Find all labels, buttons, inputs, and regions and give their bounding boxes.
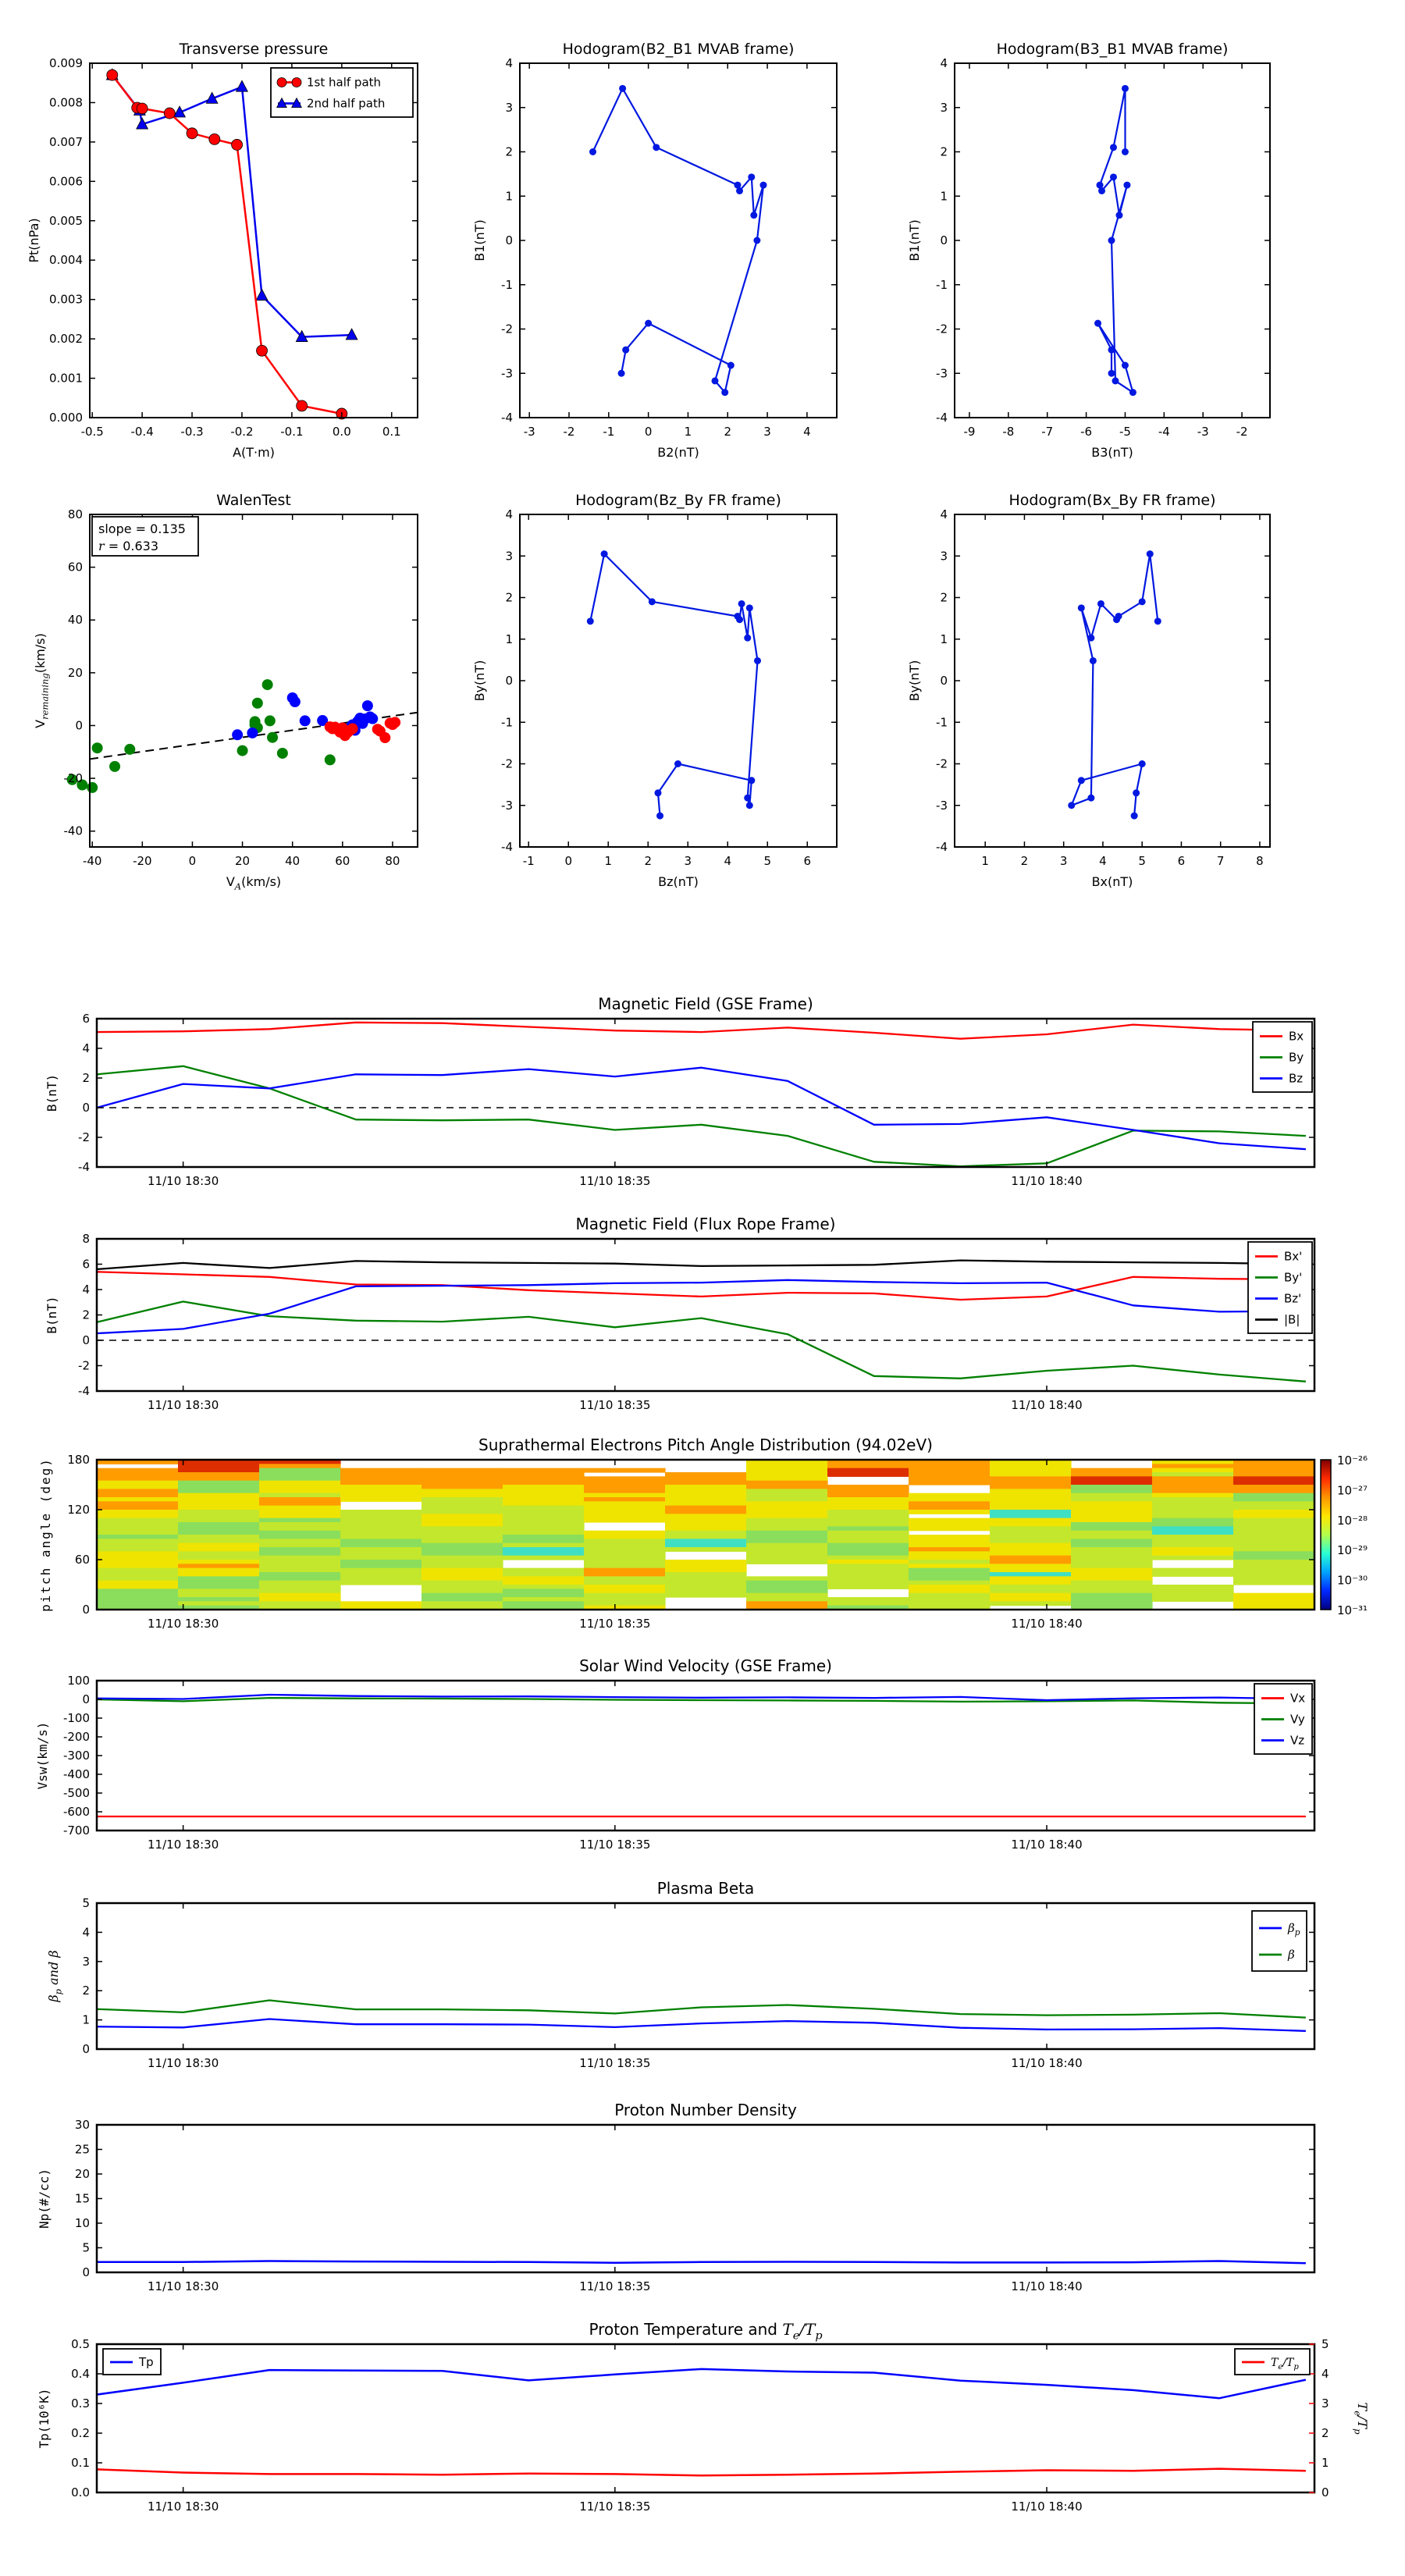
hodogram-b3-b1-panel	[907, 41, 1270, 460]
transverse-pressure-ylabel: Pt(nPa)	[27, 218, 41, 263]
legend-entry-label: Tp	[139, 2355, 154, 2369]
right-tick-label: 4	[1321, 2367, 1329, 2381]
transverse-pressure-xlabel: A(T·m)	[233, 445, 275, 460]
x-tick-label: 3	[684, 854, 692, 868]
hodogram-b2-b1-markers-path	[589, 85, 767, 396]
right-tick-label: 0	[1321, 2485, 1329, 2500]
walen-test-panel	[33, 492, 418, 892]
y-tick-label: -3	[936, 798, 948, 813]
x-tick-label: 6	[803, 854, 812, 868]
hodogram-b2-b1-plot	[472, 41, 837, 460]
x-tick-label: 11/10 18:40	[1011, 2056, 1083, 2070]
y-tick-label: -3	[501, 366, 513, 381]
x-tick-label: -40	[82, 854, 102, 868]
x-tick-label: -9	[963, 425, 976, 439]
x-tick-label: 60	[335, 854, 350, 868]
y-tick-label: 3	[940, 549, 948, 564]
legend-entry-label: By	[1289, 1050, 1304, 1065]
b-fr-series-By'	[97, 1301, 1306, 1381]
y-tick-label: 0.006	[49, 174, 83, 189]
b-gse-title: Magnetic Field (GSE Frame)	[598, 994, 813, 1013]
x-tick-label: -3	[523, 425, 535, 439]
axes-frame	[955, 514, 1270, 847]
x-tick-label: -2	[1236, 425, 1248, 439]
y-tick-label: 4	[82, 1283, 90, 1297]
pad-heatmap-cells	[97, 1460, 1315, 1610]
y-tick-label: 0.4	[71, 2367, 90, 2381]
y-tick-label: 4	[82, 1041, 90, 1055]
y-tick-label: -600	[62, 1805, 90, 1819]
legend-entry-label: Vz	[1290, 1733, 1305, 1748]
hodogram-bx-by-title: Hodogram(Bx_By FR frame)	[1008, 492, 1216, 509]
x-tick-label: 11/10 18:40	[1011, 1838, 1083, 1852]
pad-ylabel: pitch angle (deg)	[38, 1457, 53, 1612]
y-tick-label: 0.002	[49, 332, 83, 347]
colorbar-label: 10⁻³⁰	[1337, 1573, 1368, 1588]
x-tick-label: -2	[563, 425, 575, 439]
x-tick-label: -5	[1119, 425, 1131, 439]
hodogram-bz-by-plot	[472, 492, 837, 889]
x-tick-label: 11/10 18:30	[148, 1398, 219, 1412]
y-tick-label: 0.5	[71, 2337, 90, 2351]
y-tick-label: 3	[505, 549, 513, 564]
y-tick-label: 25	[74, 2142, 90, 2157]
x-tick-label: 11/10 18:35	[579, 1398, 651, 1412]
y-tick-label: 0	[82, 2265, 90, 2279]
x-tick-label: 11/10 18:30	[148, 2056, 219, 2070]
x-tick-label: 11/10 18:35	[579, 2279, 651, 2293]
y-tick-label: 0.008	[49, 95, 83, 110]
vsw-ylabel: Vsw(km/s)	[35, 1721, 50, 1790]
x-tick-label: -4	[1158, 425, 1170, 439]
y-tick-label: 0.009	[49, 56, 83, 70]
y-tick-label: 3	[505, 100, 513, 115]
x-tick-label: 3	[1059, 854, 1068, 868]
right-axis-label: $T_e/T_p$	[1352, 2402, 1370, 2435]
y-tick-label: -1	[501, 277, 513, 292]
plasma-beta-series-beta	[97, 2001, 1306, 2018]
transverse-pressure-plot	[27, 41, 418, 460]
hodogram-b2-b1-panel	[472, 41, 837, 460]
y-tick-label: 20	[74, 2167, 90, 2181]
tp-tetp-ylabel: Tp(10⁶K)	[37, 2388, 52, 2449]
y-tick-label: 5	[82, 1896, 90, 1910]
y-tick-label: 0.001	[49, 371, 83, 386]
y-tick-label: 0	[940, 674, 948, 688]
hodogram-b2-b1-title: Hodogram(B2_B1 MVAB frame)	[562, 41, 795, 58]
walen-test-ylabel: $V_{remaining}(km/s)$	[33, 633, 51, 728]
y-tick-label: 0	[82, 1692, 90, 1706]
x-tick-label: 11/10 18:40	[1011, 1174, 1083, 1188]
tp-tetp-plot	[37, 2320, 1370, 2514]
y-tick-label: 4	[82, 1925, 90, 1940]
y-tick-label: -4	[936, 411, 948, 425]
pad-plot	[38, 1436, 1368, 1631]
x-tick-label: -0.3	[180, 425, 204, 439]
y-tick-label: 5	[82, 2240, 90, 2255]
b-gse-series-Bx	[97, 1023, 1306, 1039]
x-tick-label: 11/10 18:40	[1011, 1617, 1083, 1631]
x-tick-label: 11/10 18:40	[1011, 2500, 1083, 2514]
b-fr-series-|B|	[97, 1261, 1306, 1269]
hodogram-bz-by-panel	[472, 492, 837, 889]
hodogram-bx-by-markers-path	[1068, 550, 1161, 819]
b-fr-title: Magnetic Field (Flux Rope Frame)	[575, 1215, 836, 1233]
x-tick-label: 2	[724, 425, 732, 439]
x-tick-label: 1	[981, 854, 989, 868]
y-tick-label: 60	[67, 560, 83, 575]
x-tick-label: -7	[1041, 425, 1054, 439]
y-tick-label: 0.2	[71, 2426, 90, 2440]
b-gse-series-Bz	[97, 1068, 1306, 1150]
np-title: Proton Number Density	[614, 2101, 797, 2119]
hodogram-b3-b1-ylabel: B1(nT)	[907, 219, 922, 262]
axes-frame	[520, 514, 837, 847]
x-tick-label: 3	[763, 425, 771, 439]
legend-entry-label: |B|	[1284, 1312, 1300, 1327]
plasma-beta-ylabel: $\beta_p$ and β	[46, 1950, 64, 2002]
tp-tetp-series-Tp	[97, 2369, 1306, 2398]
y-tick-label: 2	[505, 590, 513, 605]
x-tick-label: 11/10 18:30	[148, 1174, 219, 1188]
x-tick-label: 1	[684, 425, 692, 439]
y-tick-label: 1	[82, 2012, 90, 2027]
legend-entry-label: Vx	[1290, 1691, 1306, 1706]
y-tick-label: 2	[940, 144, 948, 159]
y-tick-label: -500	[62, 1786, 90, 1800]
b-gse-series-By	[97, 1066, 1306, 1166]
b-fr-panel	[44, 1215, 1314, 1412]
hodogram-b2-b1-series-path	[593, 88, 764, 392]
legend-entry-label: Bx	[1289, 1029, 1304, 1044]
vsw-panel	[35, 1656, 1314, 1852]
y-tick-label: 15	[74, 2191, 90, 2206]
x-tick-label: 8	[1256, 854, 1264, 868]
x-tick-label: -6	[1080, 425, 1093, 439]
x-tick-label: 0	[188, 854, 197, 868]
y-tick-label: 1	[505, 632, 513, 646]
axes-frame	[90, 514, 418, 847]
x-tick-label: -3	[1197, 425, 1209, 439]
pad-panel	[38, 1436, 1368, 1631]
y-tick-label: 40	[67, 613, 83, 628]
hodogram-bz-by-title: Hodogram(Bz_By FR frame)	[575, 492, 781, 509]
y-tick-label: -400	[62, 1767, 90, 1781]
x-tick-label: 11/10 18:40	[1011, 1398, 1083, 1412]
y-tick-label: 3	[82, 1954, 90, 1969]
b-fr-series-Bz'	[97, 1280, 1306, 1333]
b-fr-ylabel: B(nT)	[44, 1296, 59, 1334]
x-tick-label: 4	[724, 854, 732, 868]
x-tick-label: -8	[1002, 425, 1015, 439]
x-tick-label: 4	[803, 425, 811, 439]
x-tick-label: -1	[522, 854, 535, 868]
y-tick-label: 4	[505, 56, 513, 70]
y-tick-label: -4	[936, 840, 948, 854]
axes-frame	[97, 1681, 1314, 1831]
legend-entry-label: By'	[1284, 1270, 1303, 1285]
y-tick-label: -1	[936, 277, 948, 292]
plasma-beta-panel	[46, 1879, 1314, 2070]
y-tick-label: 2	[940, 590, 948, 605]
x-tick-label: -1	[603, 425, 615, 439]
b-gse-ylabel: B(nT)	[44, 1073, 59, 1112]
hodogram-b3-b1-xlabel: B3(nT)	[1091, 445, 1133, 460]
x-tick-label: 6	[1177, 854, 1186, 868]
x-tick-label: 5	[1138, 854, 1146, 868]
vsw-plot	[35, 1656, 1314, 1852]
y-tick-label: 10	[74, 2216, 90, 2230]
x-tick-label: 11/10 18:35	[579, 1174, 651, 1188]
y-tick-label: 100	[67, 1674, 90, 1688]
x-tick-label: 1	[604, 854, 613, 868]
colorbar-label: 10⁻³¹	[1337, 1603, 1368, 1617]
hodogram-bx-by-ylabel: By(nT)	[907, 660, 922, 702]
y-tick-label: 0.007	[49, 134, 83, 149]
annotation-line: r = 0.633	[98, 539, 159, 553]
y-tick-label: 0.1	[71, 2456, 90, 2470]
np-ylabel: Np(#/cc)	[37, 2168, 52, 2229]
axes-frame	[520, 63, 837, 418]
y-tick-label: -4	[501, 840, 513, 854]
y-tick-label: 0	[82, 1101, 90, 1115]
tp-tetp-title: Proton Temperature and $T_e/T_p$	[589, 2320, 823, 2343]
hodogram-bz-by-markers-path	[587, 550, 761, 819]
x-tick-label: 11/10 18:35	[579, 1838, 651, 1852]
transverse-pressure-series-1st half path	[112, 75, 342, 414]
x-tick-label: 11/10 18:35	[579, 1617, 651, 1631]
x-tick-label: 5	[763, 854, 772, 868]
y-tick-label: -200	[62, 1730, 90, 1744]
y-tick-label: 0	[505, 674, 513, 688]
axes-frame	[97, 2125, 1314, 2272]
hodogram-b3-b1-series-path	[1098, 88, 1133, 392]
x-tick-label: 11/10 18:35	[579, 2500, 651, 2514]
legend-entry-label: $T_e/T_p$	[1271, 2357, 1299, 2371]
x-tick-label: -20	[133, 854, 152, 868]
y-tick-label: -2	[501, 756, 513, 771]
y-tick-label: 0	[940, 233, 948, 247]
y-tick-label: 0.0	[71, 2485, 90, 2500]
y-tick-label: 0.000	[49, 411, 83, 425]
y-tick-label: -40	[63, 824, 83, 838]
b-gse-panel	[44, 994, 1314, 1188]
y-tick-label: 0.004	[49, 253, 83, 268]
y-tick-label: -300	[62, 1749, 90, 1763]
x-tick-label: -0.5	[80, 425, 104, 439]
plasma-beta-title: Plasma Beta	[656, 1879, 755, 1898]
hodogram-bx-by-xlabel: Bx(nT)	[1091, 874, 1133, 889]
y-tick-label: 8	[82, 1232, 90, 1246]
y-tick-label: 2	[82, 1308, 90, 1322]
legend-entry-label: Vy	[1290, 1712, 1305, 1727]
y-tick-label: 2	[82, 1984, 90, 1998]
legend-entry-label: Bz'	[1284, 1291, 1302, 1306]
walen-test-title: WalenTest	[216, 492, 291, 509]
b-fr-series-Bx'	[97, 1272, 1306, 1300]
y-tick-label: 6	[82, 1012, 90, 1026]
plasma-beta-series-beta-p	[97, 2019, 1306, 2031]
y-tick-label: -3	[501, 798, 513, 813]
y-tick-label: -100	[62, 1711, 90, 1725]
x-tick-label: 0.1	[382, 425, 401, 439]
y-tick-label: 80	[67, 507, 83, 521]
y-tick-label: -4	[501, 411, 513, 425]
y-tick-label: -2	[501, 322, 513, 336]
y-tick-label: -2	[936, 322, 948, 336]
y-tick-label: 0.3	[71, 2396, 90, 2411]
annotation-line: slope = 0.135	[98, 521, 186, 536]
y-tick-label: 180	[67, 1453, 90, 1467]
y-tick-label: 0	[505, 233, 513, 247]
y-tick-label: 2	[505, 144, 513, 159]
legend-entry-label: 2nd half path	[307, 96, 386, 111]
transverse-pressure-title: Transverse pressure	[179, 41, 329, 58]
legend-entry-label: $\beta_p$	[1288, 1921, 1300, 1938]
hodogram-bx-by-plot	[907, 492, 1270, 889]
x-tick-label: -0.2	[230, 425, 254, 439]
y-tick-label: 20	[67, 665, 83, 680]
pad-title: Suprathermal Electrons Pitch Angle Distribution (94.02eV)	[478, 1436, 933, 1454]
hodogram-b2-b1-xlabel: B2(nT)	[657, 445, 699, 460]
y-tick-label: -3	[936, 366, 948, 381]
x-tick-label: 20	[235, 854, 251, 868]
colorbar-label: 10⁻²⁷	[1337, 1483, 1368, 1498]
tp-tetp-panel	[37, 2320, 1370, 2514]
y-tick-label: -2	[78, 1358, 90, 1373]
y-tick-label: 1	[505, 189, 513, 204]
right-tick-label: 5	[1321, 2337, 1329, 2351]
axes-frame	[97, 1903, 1314, 2049]
np-plot	[37, 2101, 1314, 2293]
y-tick-label: 4	[940, 56, 948, 70]
colorbar-label: 10⁻²⁸	[1337, 1513, 1368, 1528]
y-tick-label: 2	[82, 1071, 90, 1085]
y-tick-label: 0	[82, 1603, 90, 1617]
x-tick-label: -0.4	[130, 425, 154, 439]
hodogram-b3-b1-plot	[907, 41, 1270, 460]
right-tick-label: 3	[1321, 2396, 1329, 2411]
x-tick-label: 2	[644, 854, 653, 868]
np-panel	[37, 2101, 1314, 2293]
walen-test-xlabel: $V_A(km/s)$	[226, 874, 282, 892]
y-tick-label: 0.005	[49, 213, 83, 228]
y-tick-label: -1	[501, 715, 513, 730]
legend-box	[1252, 1911, 1307, 1971]
legend-entry-label: Bz	[1289, 1071, 1304, 1086]
legend-entry-label: Bx'	[1284, 1249, 1303, 1264]
b-gse-plot	[44, 994, 1314, 1188]
colorbar-label: 10⁻²⁶	[1337, 1453, 1368, 1468]
y-tick-label: -4	[78, 1160, 90, 1174]
y-tick-label: 0	[82, 1333, 90, 1347]
transverse-pressure-panel	[27, 41, 418, 460]
legend-entry-label: 1st half path	[307, 75, 382, 90]
y-tick-label: 3	[940, 100, 948, 115]
hodogram-bx-by-series-path	[1072, 554, 1158, 817]
right-tick-label: 1	[1321, 2456, 1329, 2470]
hodogram-bz-by-xlabel: Bz(nT)	[658, 874, 699, 889]
tp-tetp-series-Te/Tp	[97, 2469, 1306, 2476]
y-tick-label: 0	[75, 718, 83, 733]
hodogram-b2-b1-ylabel: B1(nT)	[472, 219, 487, 262]
x-tick-label: 0	[564, 854, 572, 868]
y-tick-label: 60	[74, 1553, 90, 1567]
hodogram-bz-by-series-path	[590, 554, 757, 817]
hodogram-bz-by-ylabel: By(nT)	[472, 660, 487, 702]
np-series-Np	[97, 2261, 1306, 2264]
x-tick-label: 2	[1020, 854, 1029, 868]
y-tick-label: 1	[940, 632, 948, 646]
y-tick-label: 30	[74, 2118, 90, 2132]
x-tick-label: 11/10 18:30	[148, 2500, 219, 2514]
x-tick-label: 11/10 18:35	[579, 2056, 651, 2070]
y-tick-label: -4	[78, 1384, 90, 1398]
x-tick-label: 11/10 18:40	[1011, 2279, 1083, 2293]
x-tick-label: 80	[385, 854, 400, 868]
x-tick-label: 7	[1216, 854, 1225, 868]
y-tick-label: 1	[940, 189, 948, 204]
hodogram-b3-b1-title: Hodogram(B3_B1 MVAB frame)	[996, 41, 1229, 58]
legend-entry-label: β	[1288, 1948, 1295, 1962]
x-tick-label: 11/10 18:30	[148, 1617, 219, 1631]
colorbar-label: 10⁻²⁹	[1337, 1543, 1368, 1558]
y-tick-label: 6	[82, 1257, 90, 1272]
x-tick-label: 11/10 18:30	[148, 2279, 219, 2293]
y-tick-label: 120	[67, 1503, 90, 1517]
y-tick-label: 0.003	[49, 292, 83, 307]
x-tick-label: 40	[285, 854, 301, 868]
y-tick-label: -700	[62, 1823, 90, 1838]
x-tick-label: -0.1	[280, 425, 304, 439]
x-tick-label: 0	[644, 425, 653, 439]
colorbar	[1321, 1460, 1331, 1610]
y-tick-label: -1	[936, 715, 948, 730]
y-tick-label: -2	[78, 1130, 90, 1144]
y-tick-label: 4	[940, 507, 948, 521]
y-tick-label: 4	[505, 507, 513, 521]
x-tick-label: 11/10 18:30	[148, 1838, 219, 1852]
y-tick-label: 0	[82, 2042, 90, 2056]
vsw-title: Solar Wind Velocity (GSE Frame)	[579, 1656, 832, 1675]
walen-test-plot	[33, 492, 418, 892]
hodogram-bx-by-panel	[907, 492, 1270, 889]
x-tick-label: 4	[1099, 854, 1107, 868]
right-tick-label: 2	[1321, 2426, 1329, 2440]
y-tick-label: -20	[63, 771, 83, 786]
b-fr-plot	[44, 1215, 1314, 1412]
y-tick-label: -2	[936, 756, 948, 771]
x-tick-label: 0.0	[332, 425, 351, 439]
